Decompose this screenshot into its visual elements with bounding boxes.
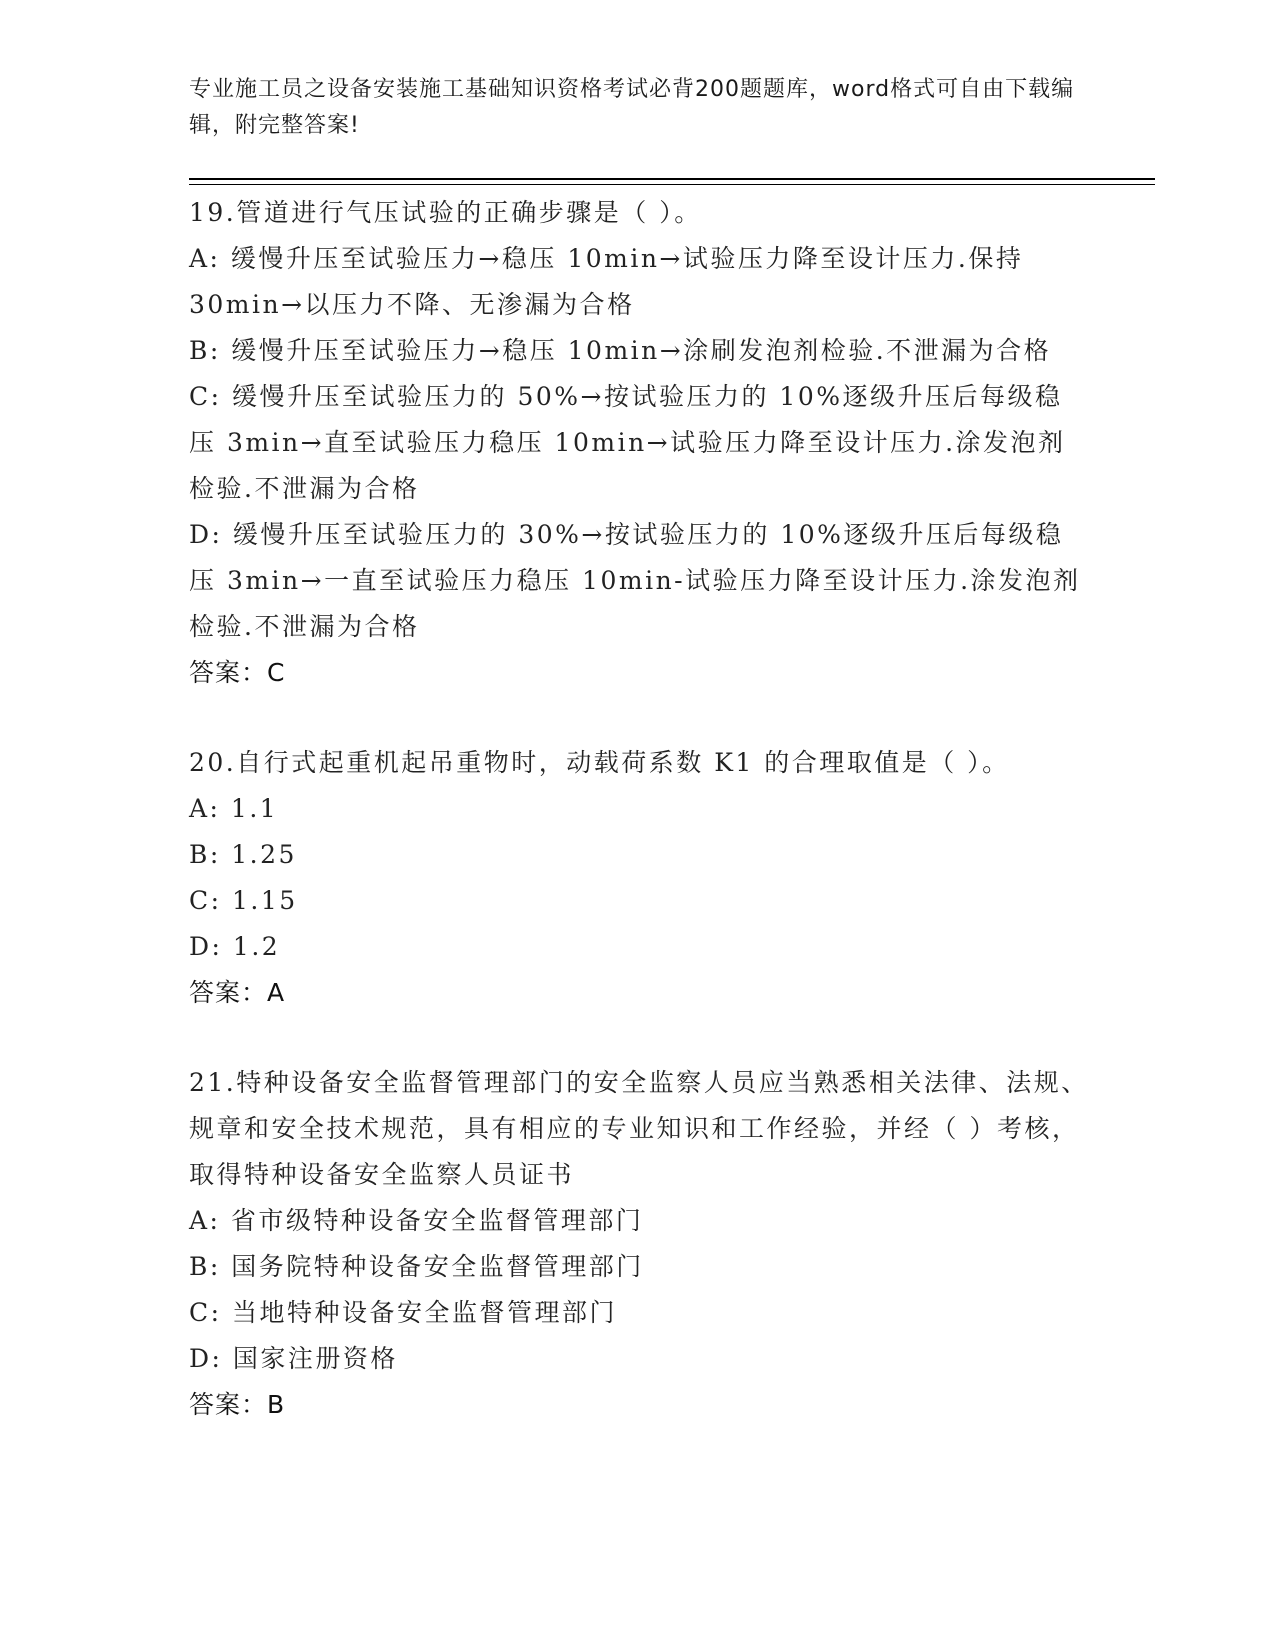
question-stem: 21.特种设备安全监督管理部门的安全监察人员应当熟悉相关法律、法规、规章和安全技术规范，具有相应的专业知识和工作经验，并经（ ）考核，取得特种设备安全监察人员证书 bbox=[189, 1068, 1089, 1189]
header-divider-thin bbox=[189, 184, 1155, 185]
question-stem: 20.自行式起重机起吊重物时，动载荷系数 K1 的合理取值是（ ）。 bbox=[189, 748, 1010, 777]
header-text: 专业施工员之设备安装施工基础知识资格考试必背200题题库，word格式可自由下载编辑，附完整答案! bbox=[189, 77, 1075, 138]
option-b: B: 1.25 bbox=[189, 840, 297, 869]
option-c: C: 当地特种设备安全监督管理部门 bbox=[189, 1298, 617, 1327]
answer-label: 答案：B bbox=[189, 1390, 286, 1419]
option-b: B: 缓慢升压至试验压力→稳压 10min→涂刷发泡剂检验.不泄漏为合格 bbox=[189, 336, 1052, 365]
option-c: C: 1.15 bbox=[189, 886, 298, 915]
option-d: D: 国家注册资格 bbox=[189, 1344, 398, 1373]
option-a: A: 省市级特种设备安全监督管理部门 bbox=[189, 1206, 644, 1235]
question-20 bbox=[189, 740, 1089, 1016]
option-c: C: 缓慢升压至试验压力的 50%→按试验压力的 10%逐级升压后每级稳压 3min→直至试验压力稳压 10min→试验压力降至设计压力.涂发泡剂检验.不泄漏为合格 bbox=[189, 382, 1066, 503]
question-list bbox=[189, 190, 1089, 1428]
question-stem: 19.管道进行气压试验的正确步骤是（ ）。 bbox=[189, 198, 702, 227]
answer-label: 答案：A bbox=[189, 978, 286, 1007]
option-a: A: 1.1 bbox=[189, 794, 279, 823]
option-b: B: 国务院特种设备安全监督管理部门 bbox=[189, 1252, 644, 1281]
question-19 bbox=[189, 190, 1089, 696]
answer-label: 答案：C bbox=[189, 658, 286, 687]
question-21 bbox=[189, 1060, 1089, 1428]
option-a: A: 缓慢升压至试验压力→稳压 10min→试验压力降至设计压力.保持30min→以压力不降、无渗漏为合格 bbox=[189, 244, 1024, 319]
header-divider-thick bbox=[189, 178, 1155, 180]
option-d: D: 缓慢升压至试验压力的 30%→按试验压力的 10%逐级升压后每级稳压 3min→一直至试验压力稳压 10min-试验压力降至设计压力.涂发泡剂检验.不泄漏为合格 bbox=[189, 520, 1081, 641]
document-header bbox=[189, 72, 1089, 144]
option-d: D: 1.2 bbox=[189, 932, 281, 961]
